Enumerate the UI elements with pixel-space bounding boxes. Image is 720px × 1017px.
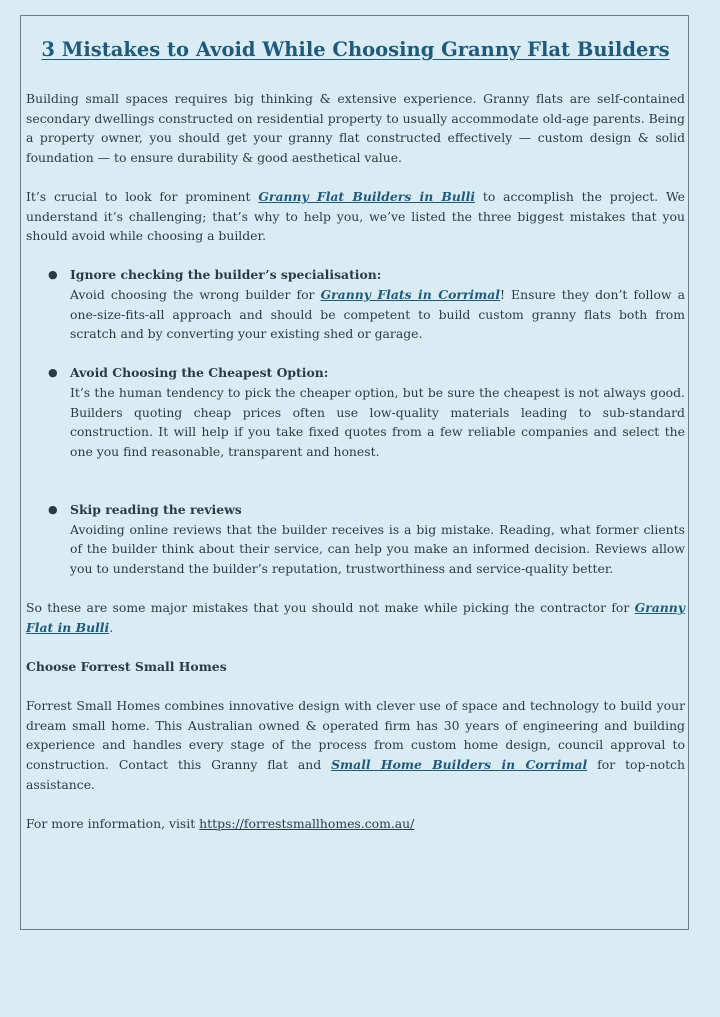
intro-paragraph: Building small spaces requires big thinking & extensive experience. Granny flats are self-contained secondary dwellings constructed on residential property to usually accommodate old-age parents. Being a property owner, you should get your granny flat constructed effectively — custom design & solid foundation — to ensure durability & good aesthetical value. bbox=[26, 91, 685, 165]
granny-flat-builders-bulli-link[interactable]: Granny Flat Builders in Bulli bbox=[258, 188, 476, 204]
bullet-heading: Skip reading the reviews bbox=[70, 502, 242, 518]
about-text-before: Forrest Small Homes combines innovative design with clever use of space and technology to build your dream small home. This Australian owned & operated firm has 30 years of engineering and building experience and handles every stage of the process from custom home design, council approval to construction. Contact this Granny flat and bbox=[26, 698, 685, 772]
about-text-after: for top-notch assistance. bbox=[26, 757, 685, 792]
document-frame bbox=[20, 15, 689, 930]
about-paragraph bbox=[26, 696, 685, 794]
page-title: 3 Mistakes to Avoid While Choosing Granny Flat Builders bbox=[41, 38, 670, 61]
document-content bbox=[26, 38, 685, 833]
summary-text-before: So these are some major mistakes that you should not make while picking the contractor for bbox=[26, 600, 635, 616]
summary-paragraph bbox=[26, 598, 685, 637]
section-heading: Choose Forrest Small Homes bbox=[26, 659, 227, 675]
bullet-specialisation bbox=[26, 265, 685, 343]
bullet-body: It’s the human tendency to pick the cheaper option, but be sure the cheapest is not always good. Builders quoting cheap prices often use low-quality materials leading to sub-standard construction. It will help if you take fixed quotes from a few reliable companies and select the one you find reasonable, transparent and honest. bbox=[70, 384, 685, 459]
small-home-builders-corrimal-link[interactable]: Small Home Builders in Corrimal bbox=[331, 757, 588, 772]
granny-flat-bulli-link[interactable]: Granny Flat in Bulli bbox=[26, 600, 685, 635]
bullet-heading: Ignore checking the builder’s specialisation: bbox=[70, 267, 382, 283]
summary-text-after: . bbox=[109, 619, 114, 635]
bullet-dot: ● bbox=[48, 366, 58, 380]
bullet-text-before: Avoid choosing the wrong builder for bbox=[70, 286, 321, 302]
bullet-dot: ● bbox=[48, 268, 58, 282]
bullet-heading: Avoid Choosing the Cheapest Option: bbox=[70, 365, 329, 381]
bullet-text-after: ! Ensure they don’t follow a one-size-fits-all approach and should be competent to build custom granny flats both from scratch and by converting your existing shed or garage. bbox=[70, 286, 685, 342]
granny-flats-corrimal-link[interactable]: Granny Flats in Corrimal bbox=[320, 286, 500, 302]
website-link[interactable]: https://forrestsmallhomes.com.au/ bbox=[199, 815, 415, 831]
bullet-reviews bbox=[26, 500, 685, 578]
more-info-paragraph bbox=[26, 814, 685, 834]
builders-paragraph bbox=[26, 187, 685, 246]
builders-text-after: to accomplish the project. We understand it’s challenging; that’s why to help you, we’ve listed the three biggest mistakes that you should avoid while choosing a builder. bbox=[26, 188, 685, 244]
bullet-cheapest bbox=[26, 363, 685, 461]
bullet-dot: ● bbox=[48, 503, 58, 517]
more-info-text: For more information, visit bbox=[26, 815, 200, 831]
builders-text-before: It’s crucial to look for prominent bbox=[26, 188, 259, 204]
bullet-body: Avoiding online reviews that the builder receives is a big mistake. Reading, what former clients of the builder think about their service, can help you make an informed decision. Reviews allow you to understand the builder’s reputation, trustworthiness and service-quality better. bbox=[70, 521, 685, 577]
bullet-body bbox=[70, 285, 685, 344]
